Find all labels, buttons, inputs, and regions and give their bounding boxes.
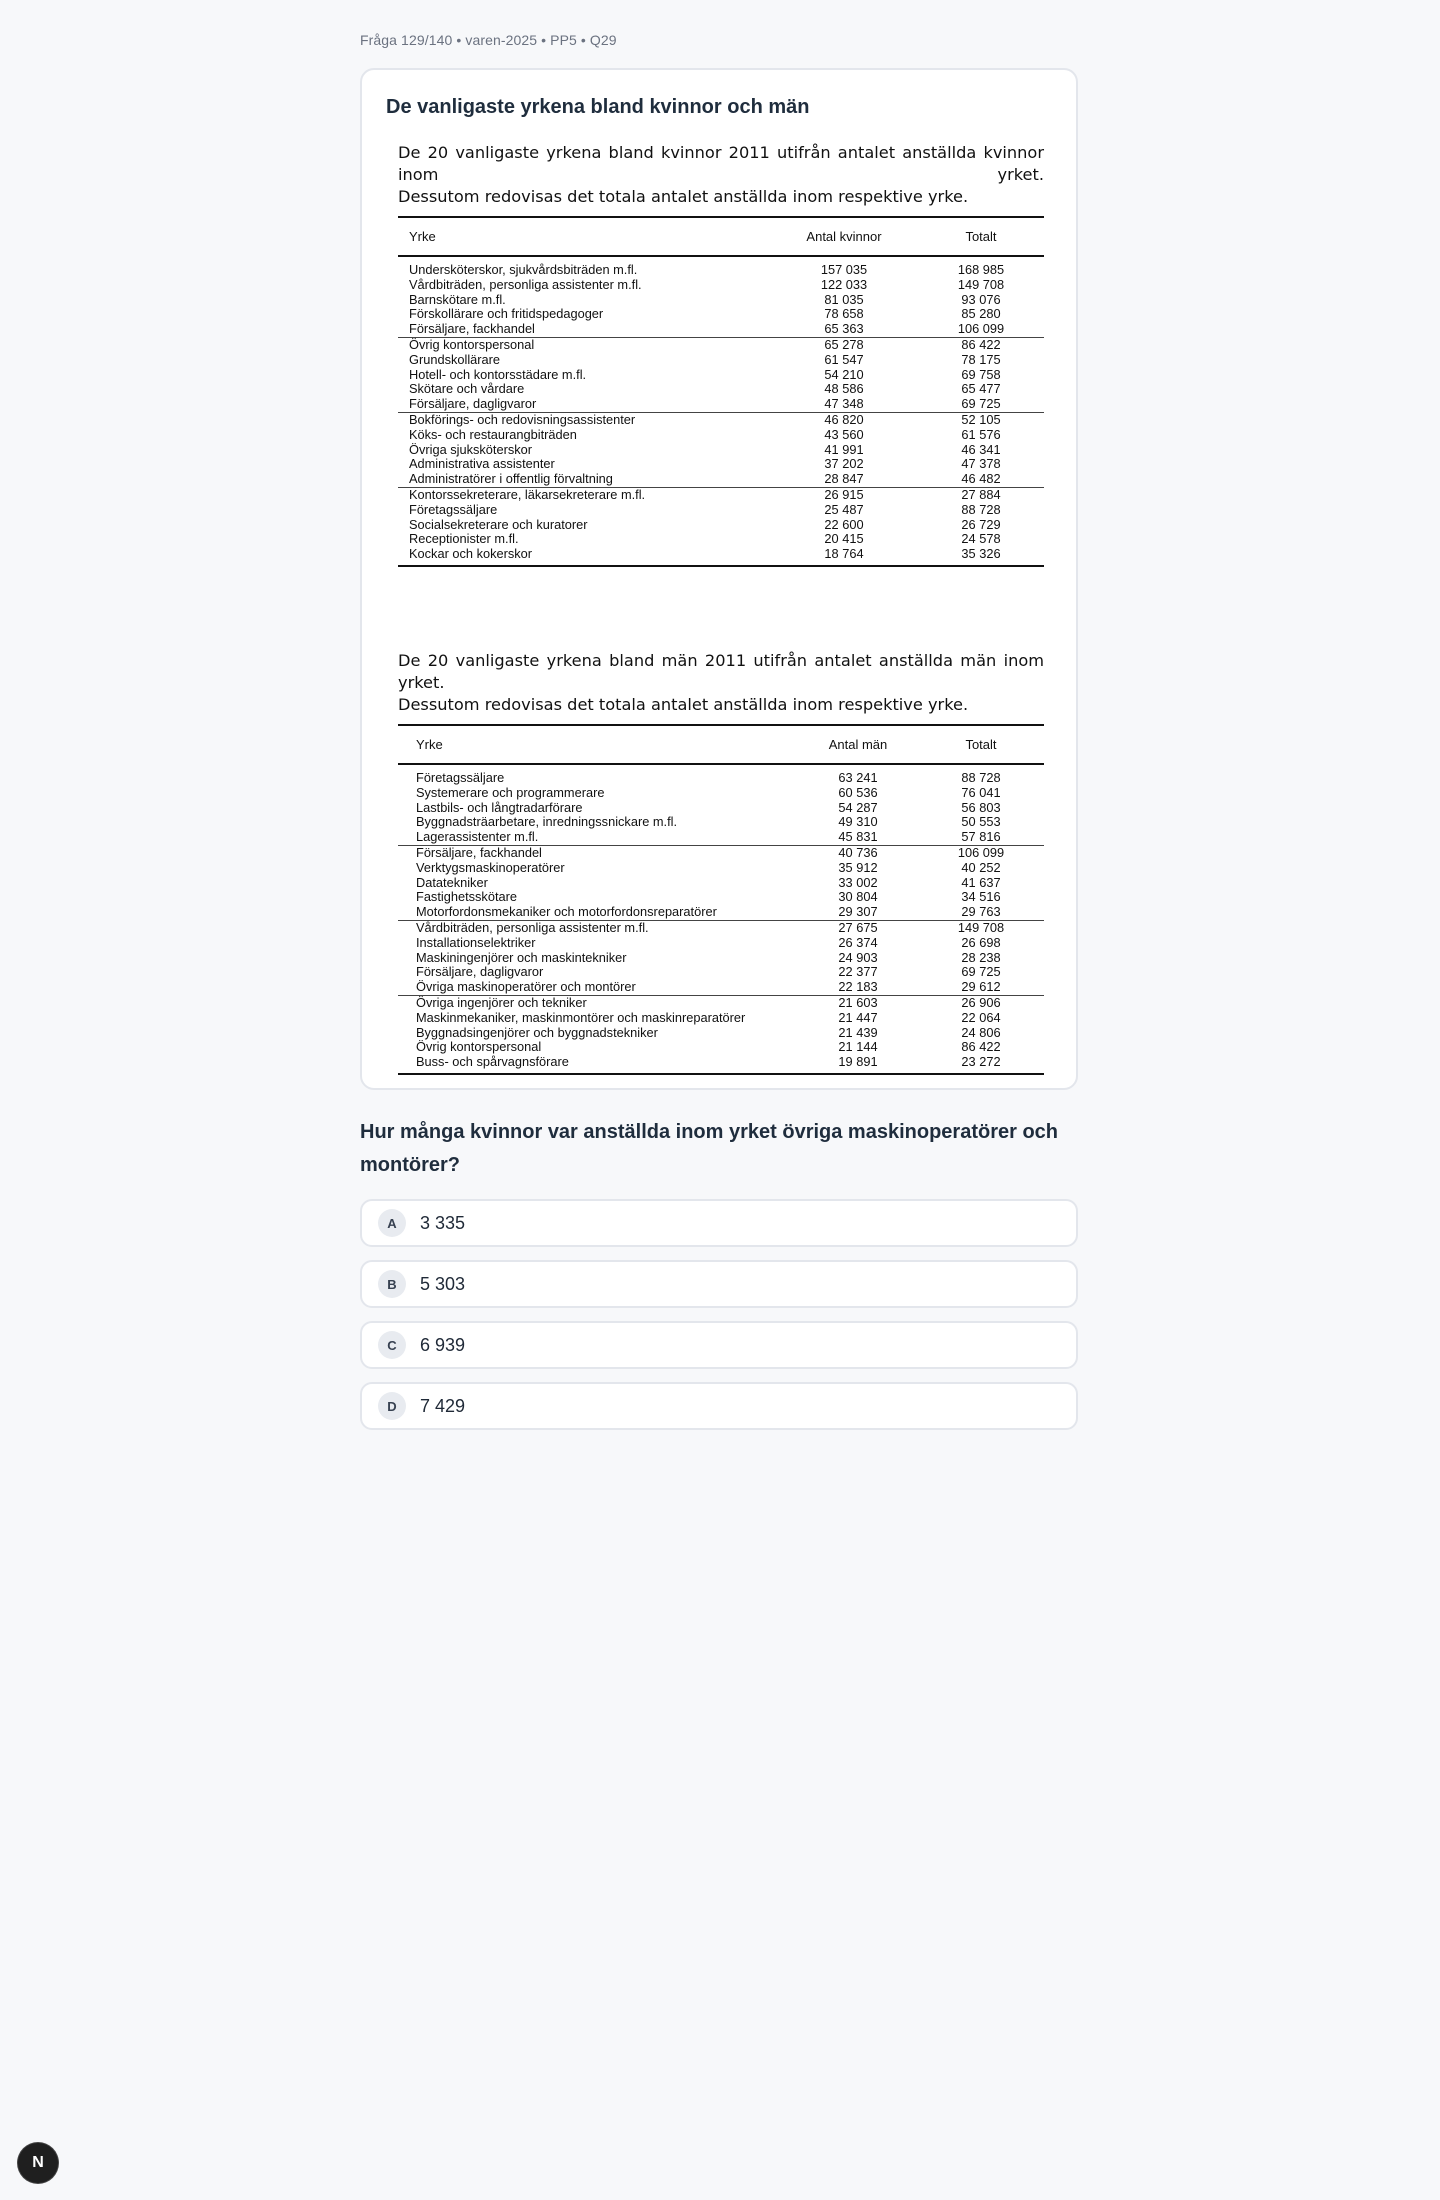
men-table-body: [398, 764, 1044, 1074]
table-row: [398, 936, 1044, 951]
table-row: [398, 890, 1044, 905]
occupation-cell: Buss- och spårvagnsförare: [398, 1055, 798, 1074]
table-row: [398, 472, 1044, 487]
count-cell: 65 363: [824, 321, 864, 337]
total-cell: 46 341: [961, 441, 1001, 457]
table-row: [398, 368, 1044, 383]
option-text: 7 429: [420, 1395, 466, 1416]
total-cell: 24 806: [961, 1024, 1001, 1040]
table-row: [398, 518, 1044, 533]
count-cell: 27 675: [798, 920, 918, 935]
stimulus-card: [360, 68, 1078, 1090]
occupation-cell: Installationselektriker: [416, 934, 536, 950]
occupation-cell: Övrig kontorspersonal: [398, 337, 750, 352]
option-text: 6 939: [420, 1334, 466, 1355]
occupation-cell: Maskinmekaniker, maskinmontörer och maskinreparatörer: [416, 1009, 746, 1025]
occupation-cell: Försäljare, fackhandel: [398, 845, 798, 860]
total-cell: 106 099: [957, 321, 1005, 337]
occupation-cell: Systemerare och programmerare: [416, 784, 605, 800]
total-cell: 88 728: [961, 770, 1001, 785]
header-total: Totalt: [900, 217, 1044, 256]
table-row: [398, 278, 1044, 293]
occupation-cell: Övriga sjuksköterskor: [409, 441, 533, 457]
occupation-cell: Övriga ingenjörer och tekniker: [398, 995, 798, 1010]
total-cell: 35 326: [900, 547, 1044, 566]
table-row: [398, 951, 1044, 966]
total-cell: 40 252: [961, 859, 1001, 875]
table-row: [398, 995, 1044, 1010]
count-cell: 47 348: [824, 396, 864, 412]
option-d[interactable]: [360, 1382, 1078, 1430]
count-cell: 29 307: [838, 904, 878, 920]
table-row: [398, 547, 1044, 566]
total-cell: 168 985: [957, 262, 1005, 277]
header-occupation: Yrke: [398, 725, 798, 764]
total-cell: 29 612: [961, 979, 1001, 995]
men-table-section: [398, 650, 1044, 1075]
total-cell: 88 728: [961, 501, 1001, 517]
header-total: Totalt: [918, 725, 1044, 764]
occupation-cell: Försäljare, dagligvaror: [409, 396, 537, 412]
count-cell: 49 310: [838, 814, 878, 830]
table-row: [398, 815, 1044, 830]
option-b[interactable]: [360, 1260, 1078, 1308]
table-row: [398, 353, 1044, 368]
count-cell: 40 736: [798, 845, 918, 860]
option-text: 5 303: [420, 1273, 466, 1294]
occupation-cell: Förskollärare och fritidspedagoger: [409, 306, 604, 322]
total-cell: 26 698: [961, 934, 1001, 950]
header-men-count: Antal män: [798, 725, 918, 764]
women-caption-line1: De 20 vanligaste yrkena bland kvinnor 2011 utifrån antalet anställda kvinnor inom yrket.: [398, 143, 1044, 184]
count-cell: 65 278: [750, 337, 900, 352]
count-cell: 54 287: [838, 799, 878, 815]
table-row: [398, 256, 1044, 278]
count-cell: 35 912: [838, 859, 878, 875]
count-cell: 28 847: [824, 471, 864, 487]
occupation-cell: Socialsekreterare och kuratorer: [409, 516, 588, 532]
total-cell: 69 725: [961, 396, 1001, 412]
option-c[interactable]: [360, 1321, 1078, 1369]
total-cell: 26 906: [918, 995, 1044, 1010]
count-cell: 22 377: [838, 964, 878, 980]
table-row: [398, 1055, 1044, 1074]
occupation-cell: Grundskollärare: [409, 351, 501, 367]
count-cell: 46 820: [750, 412, 900, 427]
total-cell: 57 816: [961, 829, 1001, 845]
count-cell: 60 536: [838, 784, 878, 800]
total-cell: 61 576: [961, 426, 1001, 442]
total-cell: 28 238: [961, 949, 1001, 965]
occupation-cell: Företagssäljare: [416, 770, 505, 785]
option-letter: A: [378, 1209, 406, 1237]
occupation-cell: Företagssäljare: [409, 501, 498, 517]
total-cell: 69 725: [961, 964, 1001, 980]
count-cell: 18 764: [750, 547, 900, 566]
table-row: [398, 920, 1044, 935]
total-cell: 27 884: [900, 487, 1044, 502]
table-row: [398, 1040, 1044, 1055]
occupation-cell: Undersköterskor, sjukvårdsbiträden m.fl.: [409, 262, 638, 277]
total-cell: 78 175: [961, 351, 1001, 367]
table-row: [398, 382, 1044, 397]
occupation-cell: Försäljare, dagligvaror: [416, 964, 544, 980]
count-cell: 22 183: [838, 979, 878, 995]
occupation-cell: Försäljare, fackhandel: [409, 321, 535, 337]
occupation-cell: Administratörer i offentlig förvaltning: [409, 471, 613, 487]
table-row: [398, 876, 1044, 891]
header-women-count: Antal kvinnor: [750, 217, 900, 256]
men-caption-line1: De 20 vanligaste yrkena bland män 2011 utifrån antalet anställda män inom yrket.: [398, 651, 1044, 692]
count-cell: 43 560: [824, 426, 864, 442]
total-cell: 69 758: [961, 366, 1001, 382]
men-caption-line2: Dessutom redovisas det totala antalet anställda inom respektive yrke.: [398, 695, 969, 714]
total-cell: 23 272: [918, 1055, 1044, 1074]
occupation-cell: Byggnadsträarbetare, inredningssnickare m.fl.: [416, 814, 678, 830]
occupation-cell: Skötare och vårdare: [409, 381, 525, 397]
count-cell: 45 831: [838, 829, 878, 845]
occupation-cell: Kockar och kokerskor: [398, 547, 750, 566]
question-text: Hur många kvinnor var anställda inom yrket övriga maskinoperatörer och montörer?: [360, 1121, 1058, 1176]
occupation-cell: Övrig kontorspersonal: [416, 1039, 542, 1055]
table-row: [398, 532, 1044, 547]
total-cell: 65 477: [961, 381, 1001, 397]
table-row: [398, 293, 1044, 308]
count-cell: 157 035: [820, 262, 868, 277]
total-cell: 86 422: [900, 337, 1044, 352]
total-cell: 47 378: [961, 456, 1001, 472]
total-cell: 93 076: [961, 291, 1001, 307]
total-cell: 24 578: [961, 531, 1001, 547]
occupation-cell: Maskiningenjörer och maskintekniker: [416, 949, 627, 965]
occupation-cell: Bokförings- och redovisningsassistenter: [398, 412, 750, 427]
occupation-cell: Administrativa assistenter: [409, 456, 555, 472]
occupation-cell: Hotell- och kontorsstädare m.fl.: [409, 366, 587, 382]
count-cell: 61 547: [824, 351, 864, 367]
count-cell: 24 903: [838, 949, 878, 965]
occupation-cell: Lagerassistenter m.fl.: [416, 829, 539, 845]
total-cell: 34 516: [961, 889, 1001, 905]
table-row: [398, 861, 1044, 876]
total-cell: 50 553: [961, 814, 1001, 830]
occupation-cell: Kontorssekreterare, läkarsekreterare m.fl.: [398, 487, 750, 502]
count-cell: 26 915: [750, 487, 900, 502]
table-row: [398, 1011, 1044, 1026]
women-table-header: [398, 217, 1044, 256]
men-caption: [398, 650, 1044, 716]
total-cell: 26 729: [961, 516, 1001, 532]
header-occupation: Yrke: [398, 217, 750, 256]
occupation-cell: Datatekniker: [416, 874, 488, 890]
count-cell: 21 447: [838, 1009, 878, 1025]
women-caption-line2: Dessutom redovisas det totala antalet anställda inom respektive yrke.: [398, 187, 969, 206]
table-row: [398, 307, 1044, 322]
table-row: [398, 905, 1044, 920]
total-cell: 41 637: [961, 874, 1001, 890]
count-cell: 30 804: [838, 889, 878, 905]
count-cell: 21 144: [838, 1039, 878, 1055]
table-row: [398, 503, 1044, 518]
total-cell: 76 041: [961, 784, 1001, 800]
table-row: [398, 965, 1044, 980]
table-row: [398, 786, 1044, 801]
count-cell: 33 002: [838, 874, 878, 890]
count-cell: 81 035: [824, 291, 864, 307]
count-cell: 26 374: [838, 934, 878, 950]
occupation-cell: Motorfordonsmekaniker och motorfordonsreparatörer: [416, 904, 717, 920]
women-table-body: [398, 256, 1044, 566]
count-cell: 54 210: [824, 366, 864, 382]
total-cell: 22 064: [961, 1009, 1001, 1025]
table-row: [398, 428, 1044, 443]
count-cell: 20 415: [824, 531, 864, 547]
men-table: [398, 724, 1044, 1075]
total-cell: 86 422: [961, 1039, 1001, 1055]
women-caption: [398, 142, 1044, 208]
occupation-cell: Vårdbiträden, personliga assistenter m.fl.: [409, 276, 642, 292]
table-row: [398, 337, 1044, 352]
total-cell: 85 280: [961, 306, 1001, 322]
count-cell: 37 202: [824, 456, 864, 472]
occupation-cell: Verktygsmaskinoperatörer: [416, 859, 565, 875]
table-row: [398, 397, 1044, 412]
table-row: [398, 457, 1044, 472]
count-cell: 78 658: [824, 306, 864, 322]
occupation-cell: Barnskötare m.fl.: [409, 291, 506, 307]
occupation-cell: Fastighetsskötare: [416, 889, 518, 905]
stimulus-title: De vanligaste yrkena bland kvinnor och män: [386, 96, 810, 118]
occupation-cell: Vårdbiträden, personliga assistenter m.fl.: [398, 920, 798, 935]
total-cell: 106 099: [918, 845, 1044, 860]
women-table: [398, 216, 1044, 567]
table-row: [398, 801, 1044, 816]
women-table-section: [398, 142, 1044, 567]
occupation-cell: Övriga maskinoperatörer och montörer: [416, 979, 636, 995]
count-cell: 22 600: [824, 516, 864, 532]
count-cell: 122 033: [820, 276, 868, 292]
table-row: [398, 845, 1044, 860]
table-row: [398, 1026, 1044, 1041]
table-row: [398, 487, 1044, 502]
count-cell: 41 991: [824, 441, 864, 457]
option-letter: D: [378, 1392, 406, 1420]
total-cell: 52 105: [900, 412, 1044, 427]
total-cell: 56 803: [961, 799, 1001, 815]
occupation-cell: Receptionister m.fl.: [409, 531, 519, 547]
count-cell: 19 891: [798, 1055, 918, 1074]
total-cell: 46 482: [961, 471, 1001, 487]
count-cell: 48 586: [824, 381, 864, 397]
total-cell: 149 708: [957, 276, 1005, 292]
option-letter: C: [378, 1331, 406, 1359]
occupation-cell: Byggnadsingenjörer och byggnadstekniker: [416, 1024, 658, 1040]
table-row: [398, 980, 1044, 995]
option-text: 3 335: [420, 1212, 466, 1233]
total-cell: 29 763: [961, 904, 1001, 920]
occupation-cell: Köks- och restaurangbiträden: [409, 426, 577, 442]
table-row: [398, 443, 1044, 458]
count-cell: 63 241: [838, 770, 878, 785]
total-cell: 149 708: [918, 920, 1044, 935]
count-cell: 25 487: [824, 501, 864, 517]
table-row: [398, 412, 1044, 427]
count-cell: 21 439: [838, 1024, 878, 1040]
count-cell: 21 603: [798, 995, 918, 1010]
occupation-cell: Lastbils- och långtradarförare: [416, 799, 583, 815]
table-row: [398, 830, 1044, 845]
men-table-header: [398, 725, 1044, 764]
option-letter: B: [378, 1270, 406, 1298]
question-meta: Fråga 129/140 • varen-2025 • PP5 • Q29: [360, 32, 617, 48]
table-row: [398, 764, 1044, 786]
table-row: [398, 322, 1044, 337]
option-a[interactable]: [360, 1199, 1078, 1247]
app-logo-badge[interactable]: N: [18, 2143, 58, 2183]
